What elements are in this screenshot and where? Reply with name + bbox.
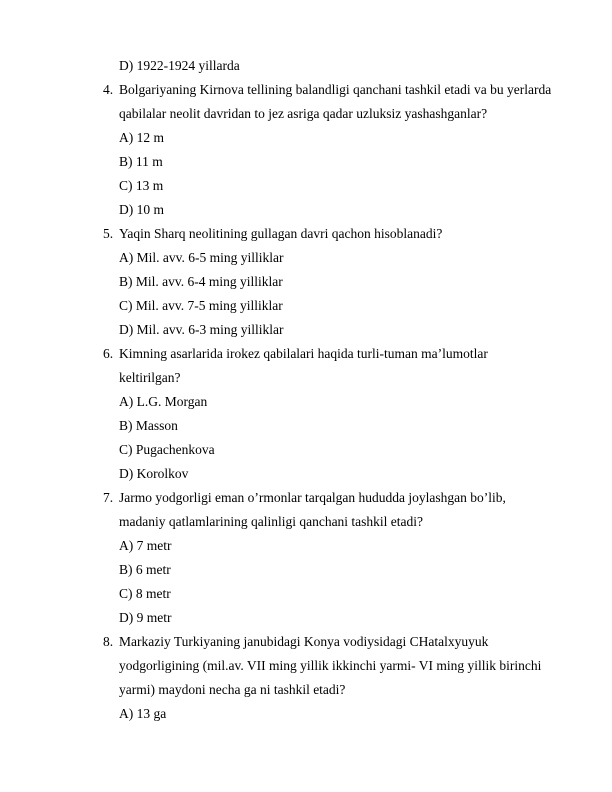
question-7-option-a: A) 7 metr bbox=[119, 538, 172, 553]
question-7-text-line-1: Jarmo yodgorligi eman o’rmonlar tarqalgan hududda joylashgan bo’lib, bbox=[119, 490, 506, 505]
question-7-option-c: C) 8 metr bbox=[119, 586, 171, 601]
question-8-text-line-1: Markaziy Turkiyaning janubidagi Konya vodiysidagi CHatalxyuyuk bbox=[119, 634, 489, 649]
question-6-number: 6. bbox=[103, 346, 114, 361]
question-7-option-b: B) 6 metr bbox=[119, 562, 171, 577]
question-5-option-a: A) Mil. avv. 6-5 ming yilliklar bbox=[119, 250, 284, 265]
question-8-option-a: A) 13 ga bbox=[119, 706, 167, 721]
question-4-text-line-2: qabilalar neolit davridan to jez asriga qadar uzluksiz yashashganlar? bbox=[119, 106, 488, 121]
question-8-text-line-3: yarmi) maydoni necha ga ni tashkil etadi? bbox=[119, 682, 346, 697]
question-6-option-c: C) Pugachenkova bbox=[119, 442, 215, 457]
question-6-option-a: A) L.G. Morgan bbox=[119, 394, 208, 409]
question-4-option-c: C) 13 m bbox=[119, 178, 164, 193]
question-6-text-line-2: keltirilgan? bbox=[119, 370, 181, 385]
question-4-option-a: A) 12 m bbox=[119, 130, 164, 145]
question-5-number: 5. bbox=[103, 226, 114, 241]
question-6-option-d: D) Korolkov bbox=[119, 466, 189, 481]
question-5-option-c: C) Mil. avv. 7-5 ming yilliklar bbox=[119, 298, 283, 313]
lead-in-option-d: D) 1922-1924 yillarda bbox=[119, 58, 240, 73]
question-4-text-line-1: Bolgariyaning Kirnova tellining balandligi qanchani tashkil etadi va bu yerlarda bbox=[119, 82, 552, 97]
question-5-option-b: B) Mil. avv. 6-4 ming yilliklar bbox=[119, 274, 283, 289]
question-7-number: 7. bbox=[103, 490, 114, 505]
question-8-text-line-2: yodgorligining (mil.av. VII ming yillik ikkinchi yarmi- VI ming yillik birinchi bbox=[119, 658, 542, 673]
question-4-option-d: D) 10 m bbox=[119, 202, 164, 217]
question-7-option-d: D) 9 metr bbox=[119, 610, 172, 625]
question-6-option-b: B) Masson bbox=[119, 418, 178, 433]
question-5-option-d: D) Mil. avv. 6-3 ming yilliklar bbox=[119, 322, 284, 337]
question-4-option-b: B) 11 m bbox=[119, 154, 163, 169]
question-7-text-line-2: madaniy qatlamlarining qalinligi qanchani tashkil etadi? bbox=[119, 514, 424, 529]
question-4-number: 4. bbox=[103, 82, 114, 97]
question-6-text-line-1: Kimning asarlarida irokez qabilalari haqida turli-tuman ma’lumotlar bbox=[119, 346, 488, 361]
question-8-number: 8. bbox=[103, 634, 114, 649]
question-5-text-line-1: Yaqin Sharq neolitining gullagan davri qachon hisoblanadi? bbox=[119, 226, 443, 241]
